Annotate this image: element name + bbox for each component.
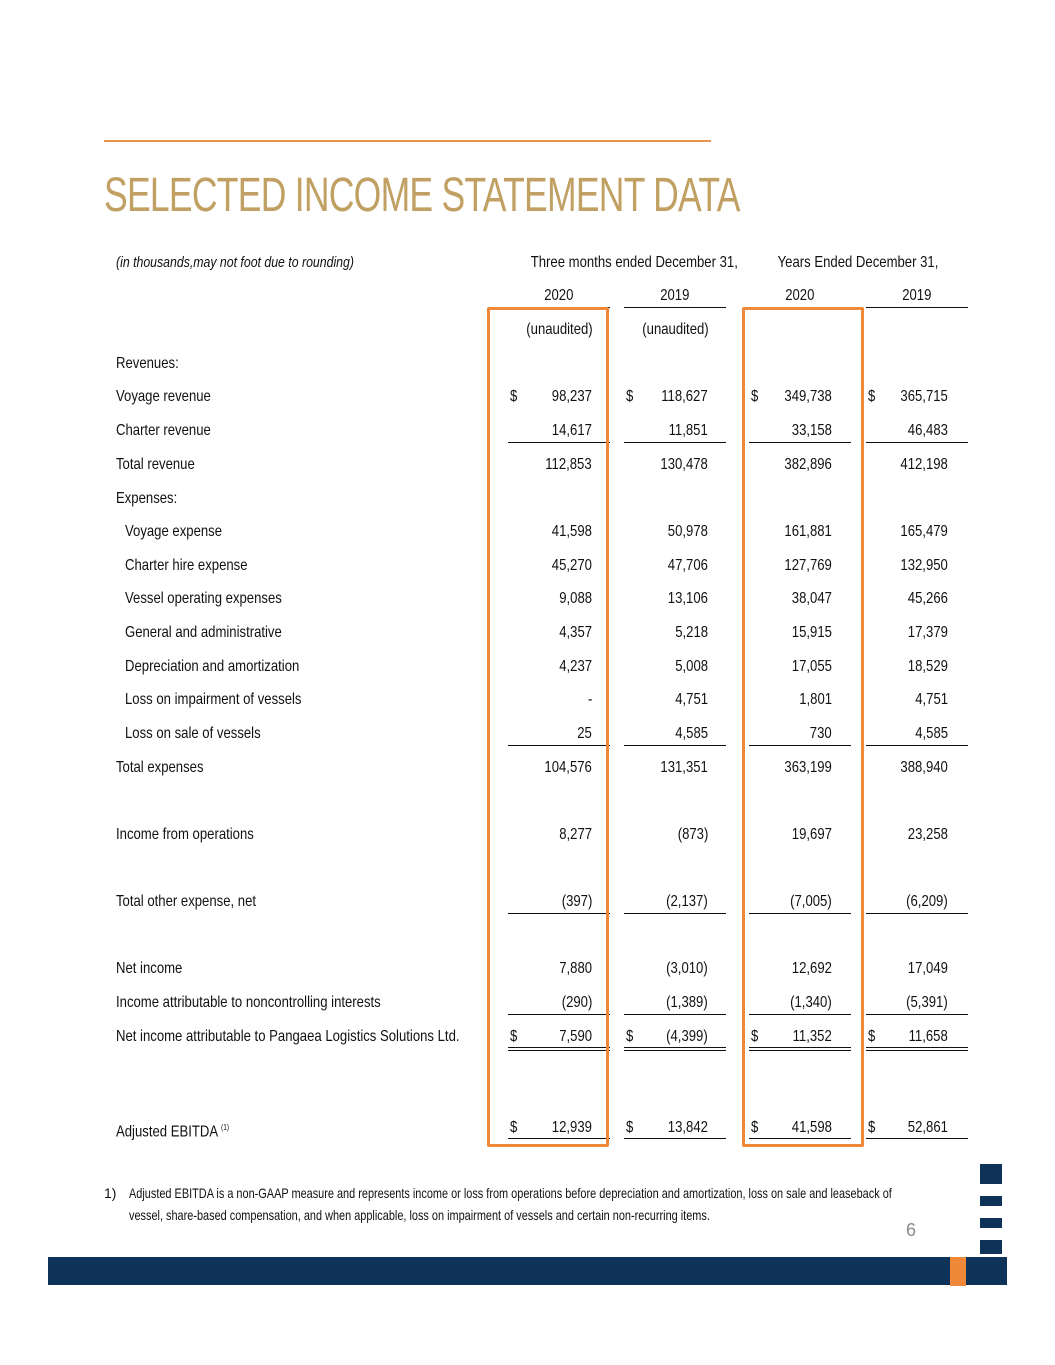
cell-value: 7,880 [559, 960, 592, 977]
row-label: Total expenses [116, 759, 204, 776]
cell-value: 349,738 [784, 388, 832, 405]
revenues-header: Revenues: [116, 355, 179, 372]
cell-value: 46,483 [907, 422, 948, 439]
cell-value: 5,218 [675, 624, 708, 641]
page-number: 6 [906, 1220, 917, 1240]
cell-value: 130,478 [660, 456, 708, 473]
currency-symbol: $ [751, 388, 759, 405]
row-label: Vessel operating expenses [125, 590, 282, 607]
currency-symbol: $ [626, 1119, 634, 1136]
cell-value: 132,950 [900, 557, 948, 574]
cell-value: (5,391) [906, 994, 948, 1011]
cell-value: 11,352 [792, 1028, 832, 1045]
units-note: (in thousands,may not foot due to rounding) [116, 254, 354, 271]
highlight-fy-2020 [742, 307, 864, 1147]
cell-value: 11,658 [908, 1028, 948, 1045]
currency-symbol: $ [510, 388, 518, 405]
cell-value: 45,270 [551, 557, 592, 574]
cell-value: 363,199 [784, 759, 832, 776]
cell-value: (3,010) [666, 960, 708, 977]
cell-value: 4,751 [675, 691, 708, 708]
cell-value: (6,209) [906, 893, 948, 910]
cell-value: 4,237 [559, 658, 592, 675]
cell-value: 33,158 [791, 422, 832, 439]
cell-value: 7,590 [559, 1028, 592, 1045]
unaudited-q2020: (unaudited) [525, 321, 593, 338]
cell-value: 161,881 [784, 523, 832, 540]
header-three-months: Three months ended December 31, [530, 254, 738, 271]
cell-value: 112,853 [545, 456, 592, 473]
currency-symbol: $ [868, 1119, 876, 1136]
year-header-y2019: 2019 [902, 287, 932, 304]
cell-value: (4,399) [666, 1028, 708, 1045]
cell-value: 23,258 [907, 826, 948, 843]
currency-symbol: $ [626, 1028, 634, 1045]
cell-value: (1,389) [666, 994, 708, 1011]
row-label: Charter hire expense [125, 557, 248, 574]
cell-value: 13,842 [667, 1119, 708, 1136]
cell-value: (873) [677, 826, 708, 843]
year-header-q2020: 2020 [544, 287, 574, 304]
cell-value: 730 [810, 725, 832, 742]
currency-symbol: $ [868, 388, 876, 405]
cell-value: 365,715 [900, 388, 948, 405]
cell-value: 13,106 [667, 590, 708, 607]
cell-value: 52,861 [907, 1119, 948, 1136]
currency-symbol: $ [868, 1028, 876, 1045]
cell-value: (7,005) [790, 893, 832, 910]
cell-value: 41,598 [791, 1119, 832, 1136]
cell-value: 18,529 [907, 658, 948, 675]
row-label: Adjusted EBITDA $^{(1)}$ [116, 1123, 230, 1141]
row-label: Total other expense, net [116, 893, 257, 910]
row-label: Voyage revenue [116, 388, 211, 405]
row-label: General and administrative [125, 624, 282, 641]
footer-bar [48, 1257, 1007, 1285]
cell-value: 1,801 [799, 691, 832, 708]
cell-value: 45,266 [907, 590, 948, 607]
cell-value: (290) [561, 994, 592, 1011]
cell-value: 17,055 [791, 658, 832, 675]
title-rule [104, 140, 711, 142]
row-label: Income attributable to noncontrolling interests [116, 994, 381, 1011]
row-label: Net income [116, 960, 183, 977]
cell-value: 131,351 [660, 759, 708, 776]
cell-value: 127,769 [784, 557, 832, 574]
cell-value: 17,049 [907, 960, 948, 977]
row-label: Net income attributable to Pangaea Logistics Solutions Ltd. [116, 1028, 460, 1045]
cell-value: 47,706 [667, 557, 708, 574]
cell-value: 165,479 [900, 523, 948, 540]
cell-value: 25 [577, 725, 592, 742]
cell-value: 118,627 [661, 388, 708, 405]
page-title: SELECTED INCOME STATEMENT DATA [104, 169, 740, 222]
cell-value: (1,340) [790, 994, 832, 1011]
year-header-y2020: 2020 [785, 287, 815, 304]
currency-symbol: $ [751, 1028, 759, 1045]
row-label: Loss on impairment of vessels [125, 691, 302, 708]
company-logo-icon [944, 1162, 1006, 1286]
cell-value: 19,697 [791, 826, 832, 843]
cell-value: 14,617 [551, 422, 592, 439]
cell-value: 4,751 [915, 691, 948, 708]
row-label: Income from operations [116, 826, 254, 843]
cell-value: 8,277 [559, 826, 592, 843]
cell-value: 17,379 [907, 624, 948, 641]
cell-value: 12,939 [551, 1119, 592, 1136]
currency-symbol: $ [626, 388, 634, 405]
cell-value: 11,851 [668, 422, 708, 439]
row-label: Loss on sale of vessels [125, 725, 261, 742]
cell-value: (397) [561, 893, 592, 910]
cell-value: 12,692 [791, 960, 832, 977]
row-label: Charter revenue [116, 422, 211, 439]
cell-value: 4,585 [675, 725, 708, 742]
currency-symbol: $ [510, 1119, 518, 1136]
expenses-header: Expenses: [116, 490, 178, 507]
cell-value: 98,237 [551, 388, 592, 405]
year-header-q2019: 2019 [660, 287, 690, 304]
footnote-text: Adjusted EBITDA is a non-GAAP measure and represents income or loss from operations before depreciation and amortization, loss on sale and leaseback of [129, 1185, 892, 1201]
cell-value: 5,008 [675, 658, 708, 675]
header-years: Years Ended December 31, [777, 254, 939, 271]
footnote-text: vessel, share-based compensation, and when applicable, loss on impairment of vessels and certain non-recurring items. [129, 1207, 710, 1223]
cell-value: 41,598 [551, 523, 592, 540]
cell-value: 104,576 [544, 759, 592, 776]
currency-symbol: $ [751, 1119, 759, 1136]
row-label: Depreciation and amortization [125, 658, 300, 675]
cell-value: 4,357 [559, 624, 592, 641]
cell-value: 388,940 [900, 759, 948, 776]
highlight-q4-2020 [487, 307, 609, 1147]
row-label: Voyage expense [125, 523, 223, 540]
row-label: Total revenue [116, 456, 195, 473]
unaudited-q2019: (unaudited) [641, 321, 709, 338]
cell-value: 4,585 [915, 725, 948, 742]
cell-value: 15,915 [791, 624, 832, 641]
cell-value: 412,198 [900, 456, 948, 473]
cell-value: 50,978 [667, 523, 708, 540]
cell-value: 38,047 [791, 590, 832, 607]
cell-value: 9,088 [559, 590, 592, 607]
cell-value: (2,137) [666, 893, 708, 910]
currency-symbol: $ [510, 1028, 518, 1045]
footnote-number: 1) [104, 1185, 117, 1201]
cell-value: - [587, 691, 592, 708]
cell-value: 382,896 [784, 456, 832, 473]
